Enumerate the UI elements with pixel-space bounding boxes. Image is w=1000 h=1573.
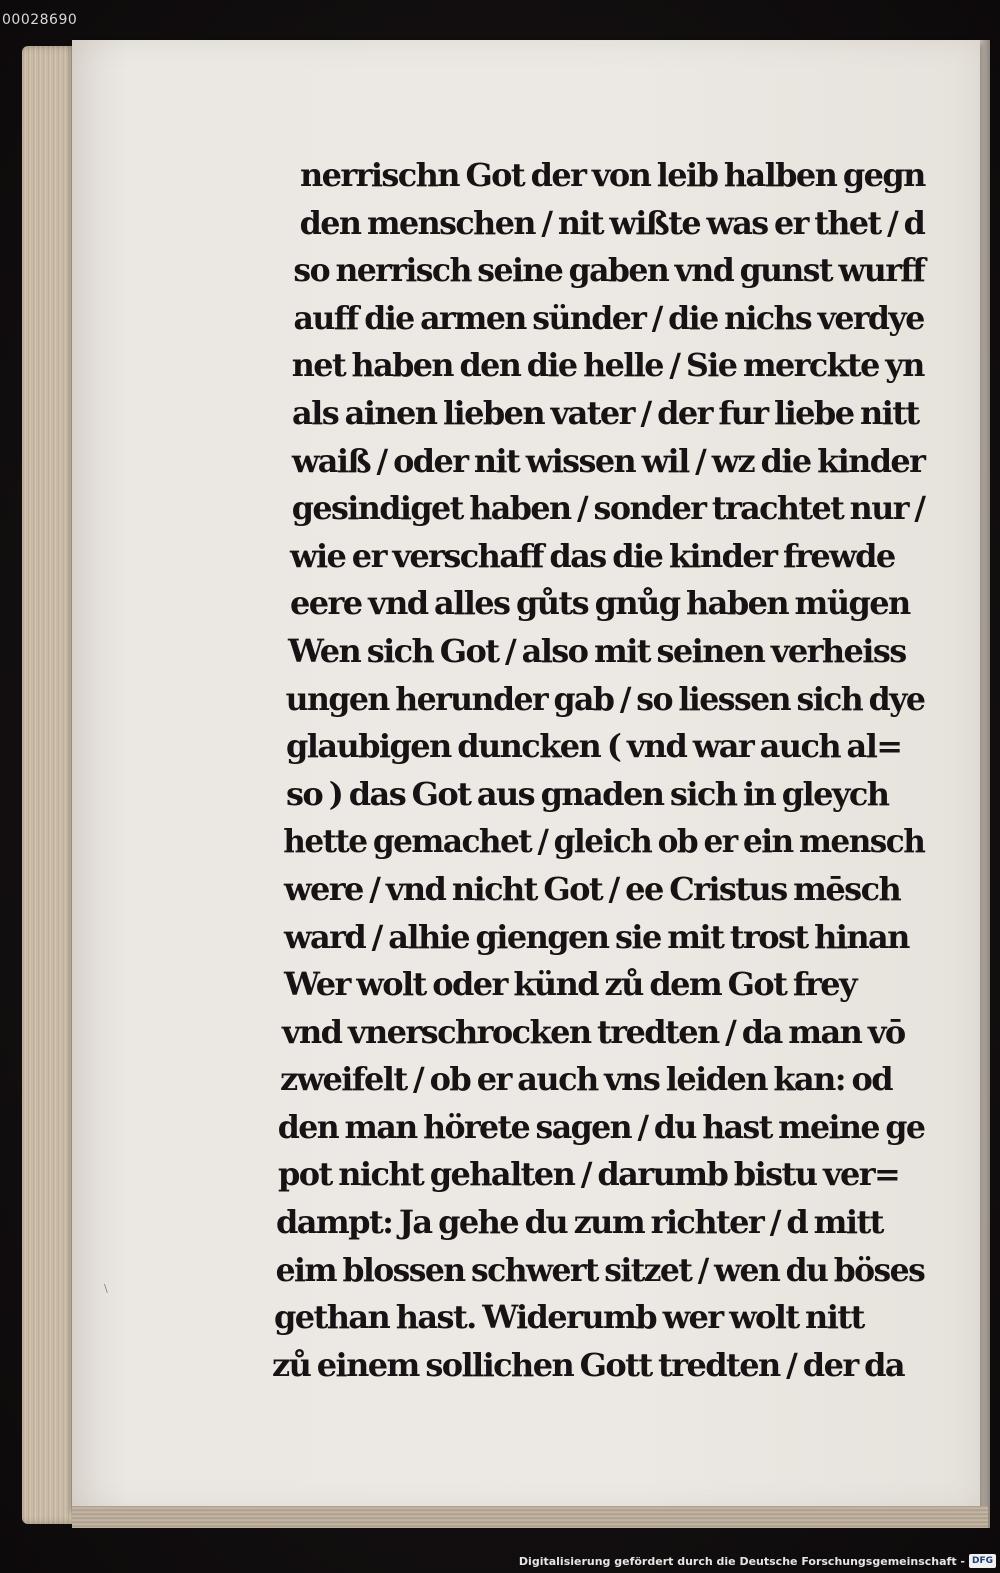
funding-credit — [519, 1551, 996, 1571]
margin-mark: ⧵ — [104, 1282, 108, 1296]
text-line: nerrischn Got der von leib halben gegn — [299, 156, 925, 194]
text-line: so nerrisch seine gaben vnd gunst wurff — [293, 251, 925, 290]
text-line: vnd vnerschrocken tredten / da man vō — [282, 1012, 905, 1051]
text-line: hette gemachet / gleich ob er ein mensch — [283, 822, 925, 861]
text-line: als ainen lieben vater / der fur liebe nitt — [292, 393, 919, 432]
page-text-block — [254, 152, 924, 1389]
text-line: den menschen / nit wißte was er thet / d — [299, 203, 925, 242]
text-line: den man hörete sagen / du hast meine ge — [277, 1107, 925, 1146]
text-line: waiß / oder nit wissen wil / wz die kinder — [291, 441, 925, 480]
funding-credit-text: Digitalisierung gefördert durch die Deutsche Forschungsgemeinschaft - — [518, 1554, 965, 1568]
text-line: gesindiget haben / sonder trachtet nur / — [291, 489, 925, 528]
text-line: wie er verschaff das die kinder frewde — [290, 536, 895, 575]
text-line: were / vnd nicht Got / ee Cristus mēsch — [284, 869, 901, 908]
text-line: zů einem sollichen Gott tredten / der da — [272, 1345, 905, 1384]
text-line: eere vnd alles gůts gnůg haben mügen — [290, 584, 910, 623]
text-line: net haben den die helle / Sie merckte yn — [291, 346, 924, 385]
text-line: so ) das Got aus gnaden sich in gleych — [286, 774, 889, 813]
text-line: eim blossen schwert sitzet / wen du böses — [275, 1250, 925, 1289]
text-line: dampt: Ja gehe du zum richter / d mitt — [276, 1203, 883, 1242]
text-line: ward / alhie giengen sie mit trost hinan — [284, 917, 909, 956]
text-line: ungen herunder gab / so liessen sich dye — [285, 679, 925, 718]
image-id-label: 00028690 — [2, 12, 78, 28]
dfg-logo-icon: DFG — [969, 1554, 996, 1568]
text-line: auff die armen sünder / die nichs verdye — [293, 298, 924, 337]
text-line: pot nicht gehalten / darumb bistu ver= — [278, 1155, 900, 1194]
text-line: glaubigen duncken ( vnd war auch al= — [286, 727, 902, 766]
text-line: gethan hast. Widerumb wer wolt nitt — [274, 1298, 864, 1337]
text-line: zweifelt / ob er auch vns leiden kan: od — [280, 1060, 893, 1099]
text-line: Wen sich Got / also mit seinen verheiss — [288, 631, 906, 670]
page-stack-edge-bottom — [72, 1506, 988, 1528]
text-line: Wer wolt oder künd zů dem Got frey — [284, 965, 857, 1004]
